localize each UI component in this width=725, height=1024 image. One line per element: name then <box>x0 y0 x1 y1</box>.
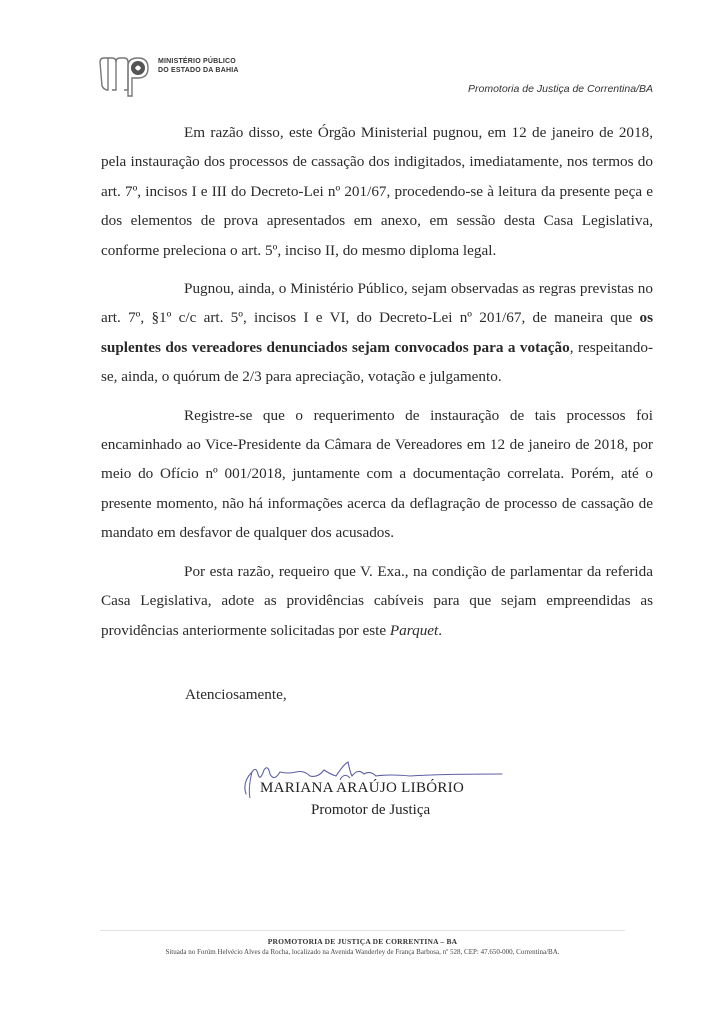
signer-name: MARIANA ARAÚJO LIBÓRIO <box>260 780 465 796</box>
paragraph-2 <box>101 274 653 392</box>
paragraph-3: Registre-se que o requerimento de instauração de tais processos foi encaminhado ao Vice-Presidente da Câmara de Vereadores em 12 de janeiro de 2018, por meio do Ofício nº 001/2018, juntamente com a documentação correlata. Porém, até o presente momento, não há informações acerca da deflagração de processo de cassação de mandato em desfavor de qualquer dos acusados. <box>101 406 653 542</box>
paragraph-1: Em razão disso, este Órgão Ministerial pugnou, em 12 de janeiro de 2018, pela instauração dos processos de cassação dos indigitados, imediatamente, nos termos do art. 7º, incisos I e III do Decreto-Lei nº 201/67, procedendo-se à leitura da presente peça e dos elementos de prova apresentados em anexo, em sessão desta Casa Legislativa, conforme preleciona o art. 5º, inciso II, do mesmo diploma legal. <box>101 124 653 259</box>
org-line-2: DO ESTADO DA BAHIA <box>158 67 239 74</box>
logo <box>98 54 258 98</box>
paragraph-4 <box>101 557 653 645</box>
paragraph-2-start: Pugnou, ainda, o Ministério Público, sejam observadas as regras previstas no art. 7º, §1º c/c art. 5º, incisos I e VI, do Decreto-Lei nº 201/67, de maneira que <box>101 280 653 327</box>
paragraph-4-end: . <box>438 621 443 639</box>
closing: Atenciosamente, <box>185 686 287 703</box>
paragraph-2-bold: os suplentes dos vereadores denunciados sejam convocados para a votação <box>101 309 653 356</box>
paragraph-2-end: , respeitando-se, ainda, o quórum de 2/3 para apreciação, votação e julgamento. <box>101 338 654 386</box>
mp-bahia-logo-icon <box>98 54 156 98</box>
letter-body <box>101 118 653 645</box>
paragraph-4-start: Por esta razão, requeiro que V. Exa., na condição de parlamentar da referida Casa Legislativa, adote as providências cabíveis para que sejam empreendidas as providências anteriormente solicitadas por este <box>101 562 653 639</box>
signature-block <box>240 752 520 822</box>
footer-address: Situada no Forúm Helvécio Alves da Rocha, localizado na Avenida Wanderley de França Barbosa, nº 528, CEP: 47.650-000, Correntina/BA. <box>165 948 560 956</box>
organization-name <box>158 57 239 75</box>
footer-title: PROMOTORIA DE JUSTIÇA DE CORRENTINA – BA <box>267 937 458 946</box>
paragraph-4-italic: Parquet <box>389 621 439 639</box>
signer-role: Promotor de Justiça <box>311 802 431 818</box>
promotoria-header: Promotoria de Justiça de Correntina/BA <box>467 83 653 95</box>
footer-divider <box>100 930 625 931</box>
org-line-1: MINISTÉRIO PÚBLICO <box>158 58 236 65</box>
